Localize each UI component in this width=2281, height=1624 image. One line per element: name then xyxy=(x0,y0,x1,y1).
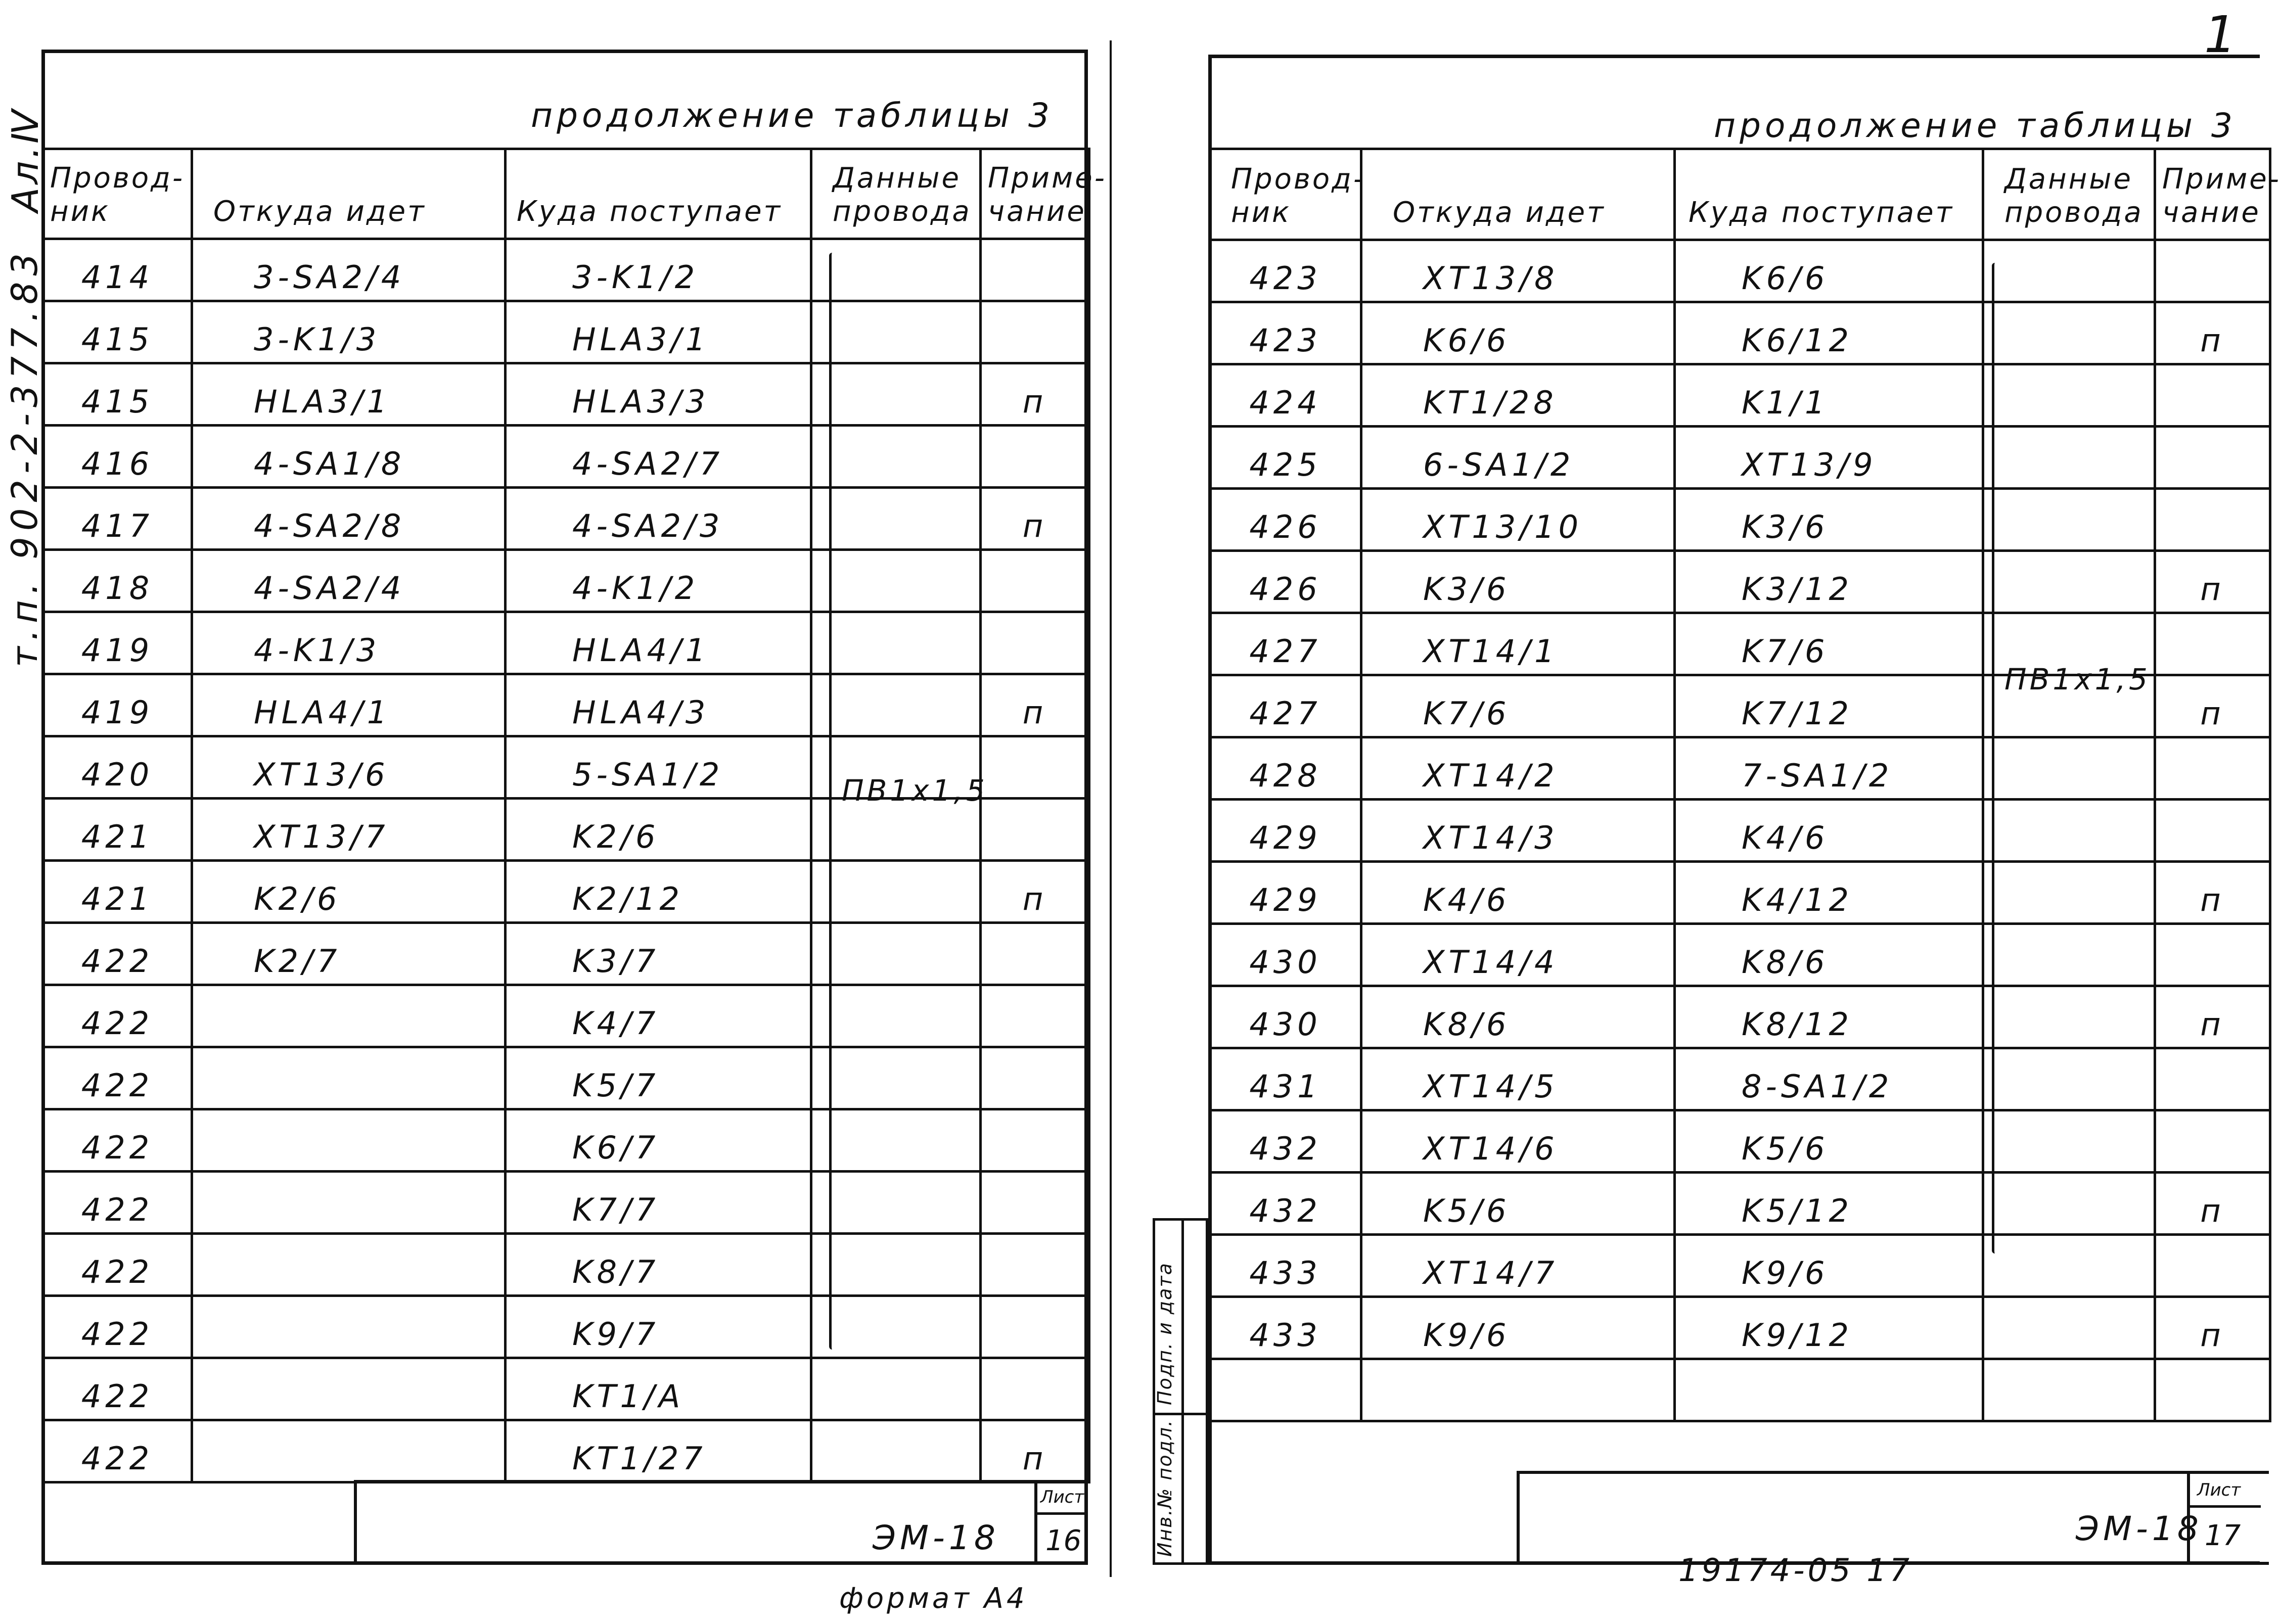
header-wire-data: Данные провода xyxy=(811,149,981,239)
cell-to: K3/7 xyxy=(506,923,811,985)
cell-to: K5/6 xyxy=(1675,1110,1983,1173)
table-row xyxy=(43,1358,1089,1420)
cell-wire-data xyxy=(1983,924,2155,986)
cell-wire-data xyxy=(1983,489,2155,551)
cell-from: HLA4/1 xyxy=(192,674,506,736)
cell-wire: 422 xyxy=(43,1358,192,1420)
album-label: Ал.Ⅳ xyxy=(4,107,47,212)
cell-note xyxy=(981,426,1089,488)
table-row xyxy=(43,363,1089,426)
right-wire-data-label: ПВ1х1,5 xyxy=(2004,662,2151,697)
cell-note xyxy=(2155,737,2270,800)
right-header-row xyxy=(1210,149,2270,240)
table-row xyxy=(43,301,1089,363)
header-wire-data: Данные провода xyxy=(1983,149,2155,240)
left-sheet-number: 16 xyxy=(1045,1524,1082,1557)
table-row xyxy=(43,674,1089,736)
cell-to: K2/6 xyxy=(506,799,811,861)
cell-wire-data xyxy=(811,1358,981,1420)
page-divider xyxy=(1110,40,1112,1577)
cell-note xyxy=(2155,800,2270,862)
cell-note: п xyxy=(981,861,1089,923)
cell-from: K9/6 xyxy=(1361,1297,1675,1359)
cell-wire: 422 xyxy=(43,1109,192,1172)
right-footer-number: 19174-05 17 xyxy=(1678,1552,1913,1589)
cell-wire: 415 xyxy=(43,301,192,363)
header-from: Откуда идет xyxy=(192,149,506,239)
cell-note xyxy=(2155,613,2270,675)
cell-to: K3/6 xyxy=(1675,489,1983,551)
table-row xyxy=(43,612,1089,674)
cell-note xyxy=(981,1234,1089,1296)
header-wire: Провод-ник xyxy=(43,149,192,239)
cell-to: 4-SA2/3 xyxy=(506,488,811,550)
cell-from: K4/6 xyxy=(1361,862,1675,924)
cell-note xyxy=(2155,924,2270,986)
table-row xyxy=(1210,302,2270,364)
cell-wire: 426 xyxy=(1210,551,1361,613)
cell-to: K6/12 xyxy=(1675,302,1983,364)
cell-wire: 417 xyxy=(43,488,192,550)
cell-from: XT14/3 xyxy=(1361,800,1675,862)
table-row xyxy=(1210,1173,2270,1235)
cell-wire: 420 xyxy=(43,736,192,799)
left-header-row xyxy=(43,149,1089,239)
cell-wire-data xyxy=(1983,364,2155,427)
cell-wire: 421 xyxy=(43,861,192,923)
cell-from: K8/6 xyxy=(1361,986,1675,1048)
cell-to: 3-K1/2 xyxy=(506,239,811,301)
left-sheet-label: Лист xyxy=(1040,1487,1084,1507)
cell-to: K4/12 xyxy=(1675,862,1983,924)
cell-note xyxy=(981,239,1089,301)
cell-from: XT13/7 xyxy=(192,799,506,861)
table-row xyxy=(1210,986,2270,1048)
cell-wire-data xyxy=(1983,862,2155,924)
table-row xyxy=(43,1296,1089,1358)
cell-from: 4-K1/3 xyxy=(192,612,506,674)
cell-from xyxy=(192,1234,506,1296)
cell-wire: 427 xyxy=(1210,613,1361,675)
cell-to: 8-SA1/2 xyxy=(1675,1048,1983,1110)
cell-wire-data xyxy=(1983,551,2155,613)
cell-from: K2/6 xyxy=(192,861,506,923)
cell-wire: 414 xyxy=(43,239,192,301)
table-row xyxy=(43,861,1089,923)
cell-to: K8/6 xyxy=(1675,924,1983,986)
cell-wire: 433 xyxy=(1210,1297,1361,1359)
cell-note: п xyxy=(981,488,1089,550)
cell-from: K5/6 xyxy=(1361,1173,1675,1235)
cell-from: HLA3/1 xyxy=(192,363,506,426)
cell-from xyxy=(192,1047,506,1109)
cell-note: п xyxy=(2155,862,2270,924)
header-to: Куда поступает xyxy=(1675,149,1983,240)
cell-wire: 423 xyxy=(1210,240,1361,302)
cell-to: XT13/9 xyxy=(1675,427,1983,489)
cell-wire: 423 xyxy=(1210,302,1361,364)
cell-from: XT13/8 xyxy=(1361,240,1675,302)
cell-note xyxy=(2155,1110,2270,1173)
cell-note: п xyxy=(981,1420,1089,1482)
cell-note xyxy=(981,923,1089,985)
table-row xyxy=(1210,1235,2270,1297)
side-label-inventory: Инв.№ подл. xyxy=(1154,1419,1176,1557)
cell-wire: 426 xyxy=(1210,489,1361,551)
table-row xyxy=(43,1047,1089,1109)
cell-wire-data xyxy=(1983,427,2155,489)
cell-note xyxy=(981,1109,1089,1172)
cell-wire: 425 xyxy=(1210,427,1361,489)
table-row xyxy=(43,550,1089,612)
cell-wire: 430 xyxy=(1210,986,1361,1048)
cell-wire: 431 xyxy=(1210,1048,1361,1110)
cell-wire: 422 xyxy=(43,1296,192,1358)
cell-from: XT14/7 xyxy=(1361,1235,1675,1297)
cell-from: 3-K1/3 xyxy=(192,301,506,363)
cell-wire-data xyxy=(1983,1235,2155,1297)
header-note: Приме-чание xyxy=(981,149,1089,239)
cell-note: п xyxy=(981,363,1089,426)
right-table-caption: продолжение таблицы 3 xyxy=(1714,106,2237,145)
side-label-signature: Подп. и дата xyxy=(1154,1262,1176,1405)
cell-note xyxy=(981,1172,1089,1234)
cell-to: K7/12 xyxy=(1675,675,1983,737)
cell-to: HLA3/3 xyxy=(506,363,811,426)
cell-note xyxy=(981,985,1089,1047)
cell-wire: 428 xyxy=(1210,737,1361,800)
header-wire: Провод-ник xyxy=(1210,149,1361,240)
cell-to: K6/6 xyxy=(1675,240,1983,302)
cell-wire: 419 xyxy=(43,612,192,674)
document-code: т.п. 902-2-377.83 xyxy=(4,247,45,667)
left-wire-data-label: ПВ1х1,5 xyxy=(842,773,988,808)
table-row xyxy=(43,923,1089,985)
cell-to: 7-SA1/2 xyxy=(1675,737,1983,800)
cell-note xyxy=(2155,1048,2270,1110)
cell-from: KT1/28 xyxy=(1361,364,1675,427)
cell-wire: 419 xyxy=(43,674,192,736)
cell-from: XT13/10 xyxy=(1361,489,1675,551)
cell-to: HLA4/1 xyxy=(506,612,811,674)
table-row xyxy=(1210,800,2270,862)
header-to: Куда поступает xyxy=(506,149,811,239)
cell-to: K5/12 xyxy=(1675,1173,1983,1235)
cell-wire-data xyxy=(1983,240,2155,302)
table-row xyxy=(1210,1048,2270,1110)
cell-note xyxy=(2155,240,2270,302)
cell-note xyxy=(981,799,1089,861)
cell-to: HLA3/1 xyxy=(506,301,811,363)
cell-note: п xyxy=(2155,1297,2270,1359)
cell-wire-data xyxy=(1983,1110,2155,1173)
cell-note xyxy=(2155,364,2270,427)
cell-from xyxy=(192,1420,506,1482)
table-row xyxy=(43,1172,1089,1234)
right-wire-data-brace xyxy=(1992,263,2004,1254)
table-row xyxy=(1210,489,2270,551)
cell-from: 4-SA1/8 xyxy=(192,426,506,488)
cell-from xyxy=(192,1296,506,1358)
left-title-stamp xyxy=(354,1480,1088,1565)
cell-note xyxy=(981,550,1089,612)
cell-note xyxy=(981,1296,1089,1358)
empty-row xyxy=(1210,1359,2270,1421)
table-row xyxy=(1210,924,2270,986)
cell-note xyxy=(981,301,1089,363)
cell-from xyxy=(192,1109,506,1172)
cell-to: K8/12 xyxy=(1675,986,1983,1048)
cell-from: XT14/4 xyxy=(1361,924,1675,986)
cell-note: п xyxy=(2155,1173,2270,1235)
cell-from: 4-SA2/4 xyxy=(192,550,506,612)
header-note: Приме-чание xyxy=(2155,149,2270,240)
cell-to: K7/7 xyxy=(506,1172,811,1234)
table-row xyxy=(43,985,1089,1047)
cell-note: п xyxy=(2155,986,2270,1048)
cell-from: 6-SA1/2 xyxy=(1361,427,1675,489)
cell-wire-data xyxy=(811,1420,981,1482)
left-wire-data-brace xyxy=(829,253,842,1350)
cell-from: K3/6 xyxy=(1361,551,1675,613)
cell-from xyxy=(192,985,506,1047)
cell-wire: 424 xyxy=(1210,364,1361,427)
cell-from: K2/7 xyxy=(192,923,506,985)
cell-wire: 433 xyxy=(1210,1235,1361,1297)
header-from: Откуда идет xyxy=(1361,149,1675,240)
cell-wire: 415 xyxy=(43,363,192,426)
cell-to: K8/7 xyxy=(506,1234,811,1296)
left-table-caption: продолжение таблицы 3 xyxy=(531,96,1054,135)
table-row xyxy=(43,1234,1089,1296)
cell-to: 4-K1/2 xyxy=(506,550,811,612)
cell-from: K6/6 xyxy=(1361,302,1675,364)
cell-wire: 422 xyxy=(43,923,192,985)
cell-to: K6/7 xyxy=(506,1109,811,1172)
cell-wire: 432 xyxy=(1210,1110,1361,1173)
cell-wire: 422 xyxy=(43,1420,192,1482)
cell-wire-data xyxy=(1983,1297,2155,1359)
cell-to: K2/12 xyxy=(506,861,811,923)
cell-note xyxy=(981,1358,1089,1420)
cell-to: K9/7 xyxy=(506,1296,811,1358)
left-wiring-table xyxy=(41,148,1107,1483)
cell-wire: 430 xyxy=(1210,924,1361,986)
left-stamp-code: ЭМ-18 xyxy=(873,1518,999,1557)
cell-from: K7/6 xyxy=(1361,675,1675,737)
right-sheet-label: Лист xyxy=(2197,1480,2241,1500)
cell-to: 5-SA1/2 xyxy=(506,736,811,799)
cell-note: п xyxy=(2155,675,2270,737)
table-row xyxy=(43,426,1089,488)
cell-note xyxy=(2155,427,2270,489)
cell-wire: 422 xyxy=(43,985,192,1047)
cell-to: K5/7 xyxy=(506,1047,811,1109)
table-row xyxy=(1210,240,2270,302)
cell-to: K1/1 xyxy=(1675,364,1983,427)
cell-wire: 416 xyxy=(43,426,192,488)
cell-wire-data xyxy=(1983,800,2155,862)
cell-wire: 432 xyxy=(1210,1173,1361,1235)
table-row xyxy=(1210,737,2270,800)
cell-wire: 422 xyxy=(43,1047,192,1109)
cell-to: K4/6 xyxy=(1675,800,1983,862)
cell-from: XT14/5 xyxy=(1361,1048,1675,1110)
table-row xyxy=(1210,1110,2270,1173)
cell-note xyxy=(981,612,1089,674)
table-row xyxy=(1210,364,2270,427)
right-stamp-code: ЭМ-18 xyxy=(2076,1509,2203,1548)
cell-to: 4-SA2/7 xyxy=(506,426,811,488)
cell-to: K7/6 xyxy=(1675,613,1983,675)
cell-note xyxy=(2155,1235,2270,1297)
cell-wire-data xyxy=(1983,302,2155,364)
cell-to: KT1/A xyxy=(506,1358,811,1420)
corner-mark: 1 xyxy=(2204,5,2240,64)
table-row xyxy=(1210,427,2270,489)
cell-from: 3-SA2/4 xyxy=(192,239,506,301)
cell-wire: 421 xyxy=(43,799,192,861)
cell-to: HLA4/3 xyxy=(506,674,811,736)
cell-to: K9/6 xyxy=(1675,1235,1983,1297)
cell-note xyxy=(981,736,1089,799)
table-row xyxy=(43,239,1089,301)
table-row xyxy=(43,1420,1089,1482)
cell-wire: 422 xyxy=(43,1234,192,1296)
table-row xyxy=(1210,1297,2270,1359)
cell-from: 4-SA2/8 xyxy=(192,488,506,550)
cell-wire: 429 xyxy=(1210,800,1361,862)
cell-from: XT14/6 xyxy=(1361,1110,1675,1173)
cell-note xyxy=(2155,489,2270,551)
cell-note: п xyxy=(981,674,1089,736)
cell-wire: 418 xyxy=(43,550,192,612)
cell-to: KT1/27 xyxy=(506,1420,811,1482)
cell-note xyxy=(981,1047,1089,1109)
table-row xyxy=(1210,862,2270,924)
cell-wire-data xyxy=(1983,1173,2155,1235)
cell-wire: 427 xyxy=(1210,675,1361,737)
cell-to: K9/12 xyxy=(1675,1297,1983,1359)
table-row xyxy=(43,1109,1089,1172)
right-title-stamp xyxy=(1517,1471,2269,1565)
cell-from: XT14/1 xyxy=(1361,613,1675,675)
left-footer-format: формат А4 xyxy=(839,1582,1028,1615)
cell-to: K4/7 xyxy=(506,985,811,1047)
table-row xyxy=(1210,551,2270,613)
right-sheet-number: 17 xyxy=(2205,1519,2241,1552)
cell-from: XT13/6 xyxy=(192,736,506,799)
cell-wire-data xyxy=(1983,1048,2155,1110)
cell-note: п xyxy=(2155,302,2270,364)
cell-note: п xyxy=(2155,551,2270,613)
cell-from xyxy=(192,1358,506,1420)
table-row xyxy=(43,488,1089,550)
cell-wire-data xyxy=(1983,737,2155,800)
cell-from: XT14/2 xyxy=(1361,737,1675,800)
cell-from xyxy=(192,1172,506,1234)
cell-to: K3/12 xyxy=(1675,551,1983,613)
right-wiring-table xyxy=(1208,148,2281,1422)
cell-wire: 429 xyxy=(1210,862,1361,924)
cell-wire: 422 xyxy=(43,1172,192,1234)
cell-wire-data xyxy=(1983,986,2155,1048)
